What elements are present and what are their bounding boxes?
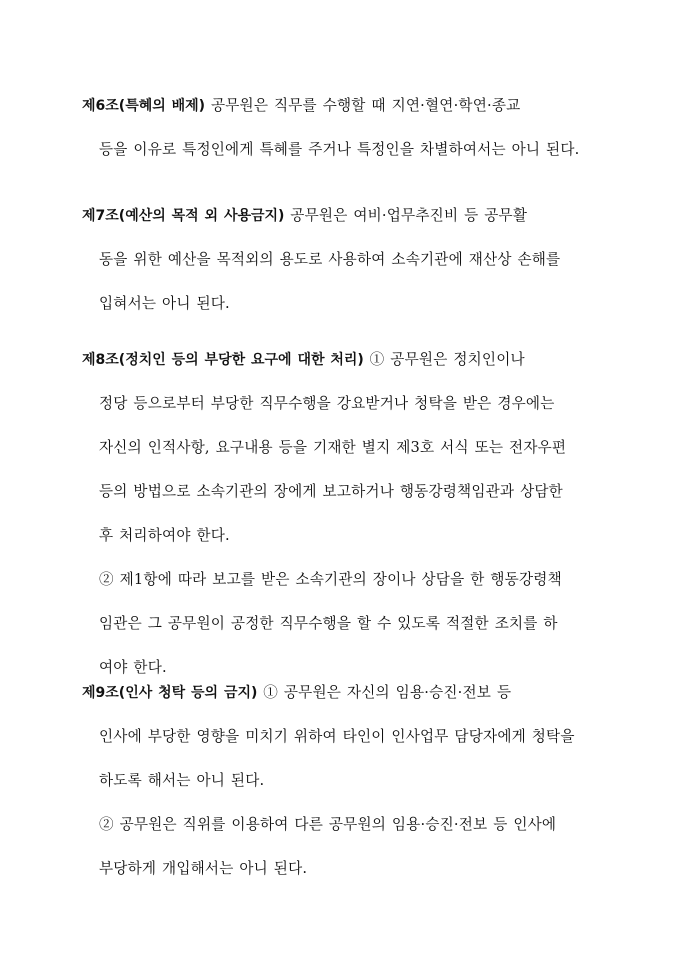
article-8-heading: 제8조(정치인 등의 부당한 요구에 대한 처리) — [82, 352, 364, 368]
article-8-line-1 — [82, 349, 612, 371]
article-8-line-6: ② 제1항에 따라 보고를 받은 소속기관의 장이나 상담을 한 행동강령책 — [99, 571, 562, 588]
article-9-line-5: 부당하게 개입해서는 아니 된다. — [99, 860, 308, 877]
article-7-text-start: 공무원은 여비·업무추진비 등 공무활 — [290, 207, 528, 224]
article-9-line-2: 인사에 부당한 영향을 미치기 위하여 타인이 인사업무 담당자에게 청탁을 — [99, 728, 575, 745]
article-6-line-2: 등을 이유로 특정인에게 특혜를 주거나 특정인을 차별하여서는 아니 된다. — [99, 141, 580, 158]
article-6-line-1 — [82, 95, 612, 117]
article-9-text-start: ① 공무원은 자신의 임용·승진·전보 등 — [263, 684, 512, 701]
article-6 — [82, 95, 612, 161]
article-7-heading: 제7조(예산의 목적 외 사용금지) — [82, 208, 285, 224]
article-6-heading: 제6조(특혜의 배제) — [82, 98, 206, 114]
article-7-line-3: 입혀서는 아니 된다. — [99, 295, 230, 312]
article-7-line-2: 동을 위한 예산을 목적외의 용도로 사용하여 소속기관에 재산상 손해를 — [99, 251, 561, 268]
article-8-line-3: 자신의 인적사항, 요구내용 등을 기재한 별지 제3호 서식 또는 전자우편 — [99, 439, 567, 456]
article-8-line-4: 등의 방법으로 소속기관의 장에게 보고하거나 행동강령책임관과 상담한 — [99, 483, 563, 500]
article-8-line-8: 여야 한다. — [99, 659, 167, 676]
article-8-line-7: 임관은 그 공무원이 공정한 직무수행을 할 수 있도록 적절한 조치를 하 — [99, 615, 558, 632]
article-8-text-start: ① 공무원은 정치인이나 — [369, 351, 525, 368]
article-6-text-start: 공무원은 직무를 수행할 때 지연·혈연·학연·종교 — [210, 97, 521, 114]
article-9-line-3: 하도록 해서는 아니 된다. — [99, 772, 265, 789]
article-8 — [82, 349, 612, 679]
article-7-line-1 — [82, 205, 612, 227]
article-9-line-1 — [82, 682, 612, 704]
article-8-line-5: 후 처리하여야 한다. — [99, 527, 230, 544]
article-9-line-4: ② 공무원은 직위를 이용하여 다른 공무원의 임용·승진·전보 등 인사에 — [99, 816, 557, 833]
article-9 — [82, 682, 612, 880]
article-9-heading: 제9조(인사 청탁 등의 금지) — [82, 685, 258, 701]
article-8-line-2: 정당 등으로부터 부당한 직무수행을 강요받거나 청탁을 받은 경우에는 — [99, 395, 555, 412]
article-7 — [82, 205, 612, 315]
